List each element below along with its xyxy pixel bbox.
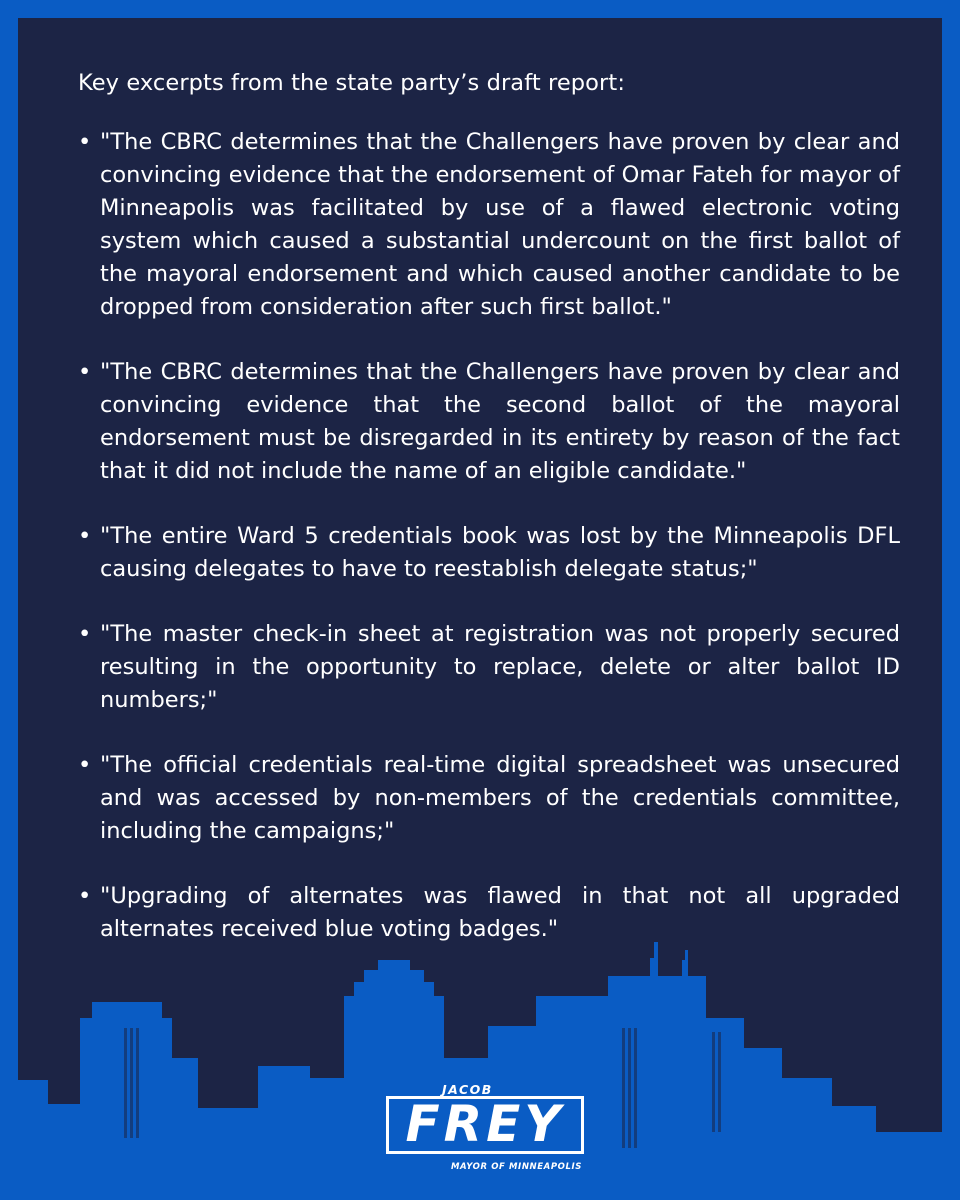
excerpt-content (78, 66, 900, 978)
excerpt-text: "The official credentials real-time digital spreadsheet was unsecured and was accessed by non-members of the credentials committee, including the campaigns;" (100, 752, 900, 844)
logo-first-name: JACOB (442, 1082, 493, 1097)
logo-title: MAYOR OF MINNEAPOLIS (450, 1162, 582, 1172)
bullet-icon: • (78, 883, 92, 909)
excerpts-heading: Key excerpts from the state party’s draft report: (78, 70, 625, 96)
excerpt-text: "The master check-in sheet at registration was not properly secured resulting in the opportunity to replace, delete or alter ballot ID numbers;" (100, 621, 900, 713)
excerpt-list (78, 126, 900, 946)
list-item (78, 749, 900, 848)
list-item (78, 880, 900, 946)
logo-last-name: FREY (405, 1095, 565, 1153)
excerpt-text: "The entire Ward 5 credentials book was lost by the Minneapolis DFL causing delegates to have to reestablish delegate status;" (100, 523, 900, 582)
list-item (78, 126, 900, 324)
excerpt-text: "Upgrading of alternates was flawed in that not all upgraded alternates received blue voting badges." (100, 883, 900, 942)
bullet-icon: • (78, 359, 92, 385)
list-item (78, 618, 900, 717)
excerpt-text: "The CBRC determines that the Challengers have proven by clear and convincing evidence that the endorsement of Omar Fateh for mayor of Minneapolis was facilitated by use of a flawed electronic voting system which caused a substantial undercount on the first ballot of the mayoral endorsement and which caused another candidate to be dropped from consideration after such first ballot." (100, 129, 900, 320)
bullet-icon: • (78, 621, 92, 647)
bullet-icon: • (78, 129, 92, 155)
bullet-icon: • (78, 523, 92, 549)
bullet-icon: • (78, 752, 92, 778)
list-item (78, 520, 900, 586)
list-item (78, 356, 900, 488)
text-panel (18, 18, 942, 1182)
campaign-logo (386, 1082, 588, 1178)
excerpt-text: "The CBRC determines that the Challengers have proven by clear and convincing evidence that the second ballot of the mayoral endorsement must be disregarded in its entirety by reason of the fact that it did not include the name of an eligible candidate." (100, 359, 900, 484)
